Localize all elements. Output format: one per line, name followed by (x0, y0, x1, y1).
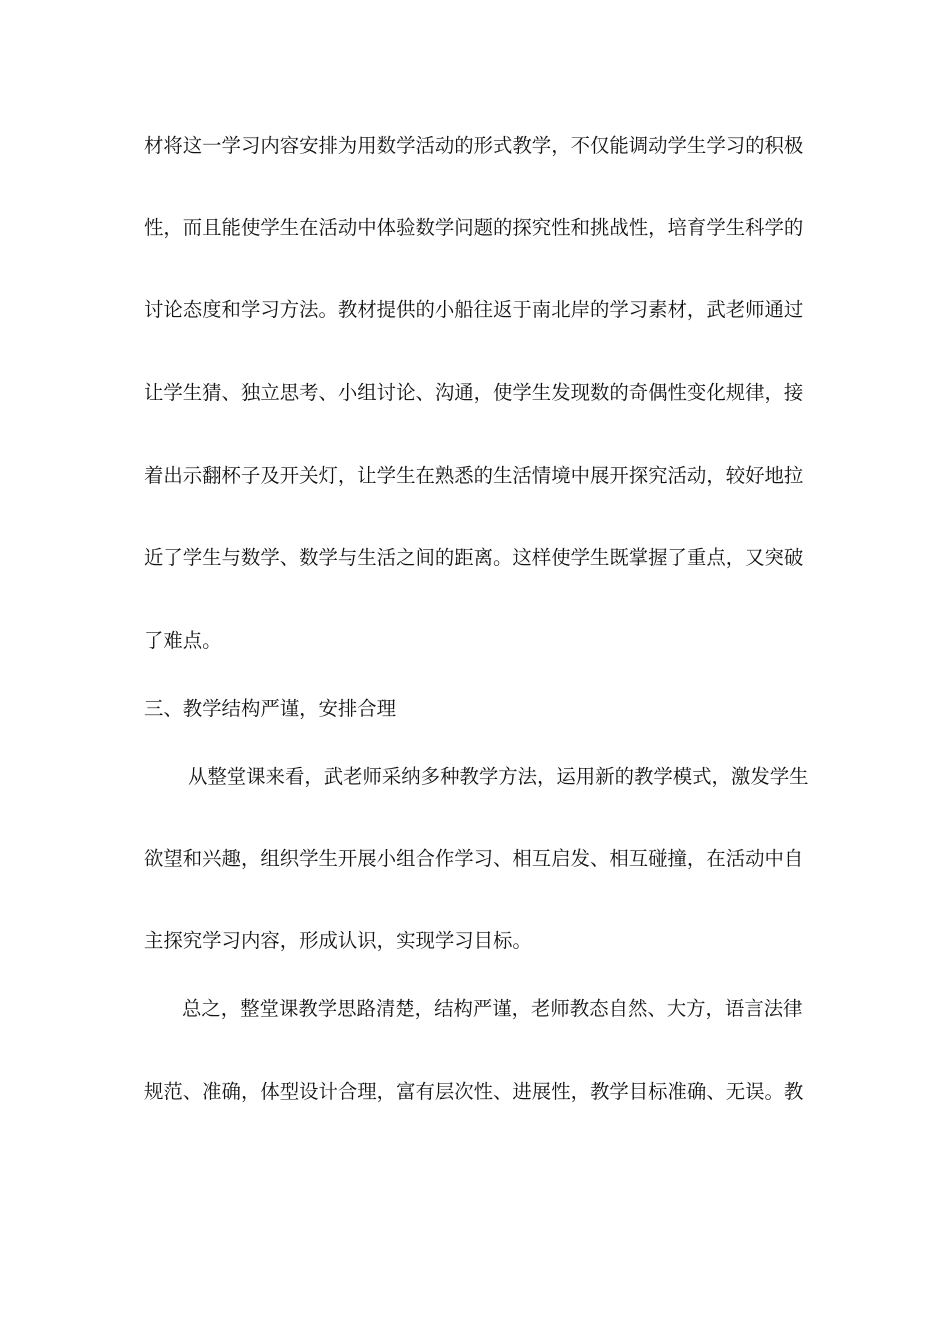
paragraph-line: 规范、准确，体型设计合理，富有层次性、进展性，教学目标准确、无误。教 (144, 1080, 804, 1103)
paragraph-line: 了难点。 (144, 629, 222, 652)
section-heading: 三、教学结构严谨，安排合理 (144, 697, 397, 720)
paragraph-line: 主探究学习内容，形成认识，实现学习目标。 (144, 929, 532, 952)
paragraph-line: 让学生猜、独立思考、小组讨论、沟通，使学生发现数的奇偶性变化规律，接 (144, 381, 804, 404)
paragraph-line: 讨论态度和学习方法。教材提供的小船往返于南北岸的学习素材，武老师通过 (144, 298, 804, 321)
paragraph-line: 着出示翻杯子及开关灯，让学生在熟悉的生活情境中展开探究活动，较好地拉 (144, 464, 804, 487)
paragraph-line: 性，而且能使学生在活动中体验数学问题的探究性和挑战性，培育学生科学的 (144, 216, 804, 239)
paragraph-line: 近了学生与数学、数学与生活之间的距离。这样使学生既掌握了重点，又突破 (144, 546, 804, 569)
paragraph-line: 从整堂课来看，武老师采纳多种教学方法，运用新的教学模式，激发学生 (188, 765, 809, 788)
paragraph-line: 总之，整堂课教学思路清楚，结构严谨，老师教态自然、大方，语言法律 (182, 997, 803, 1020)
paragraph-line: 欲望和兴趣，组织学生开展小组合作学习、相互启发、相互碰撞，在活动中自 (144, 847, 804, 870)
paragraph-line: 材将这一学习内容安排为用数学活动的形式教学，不仅能调动学生学习的积极 (144, 134, 804, 157)
